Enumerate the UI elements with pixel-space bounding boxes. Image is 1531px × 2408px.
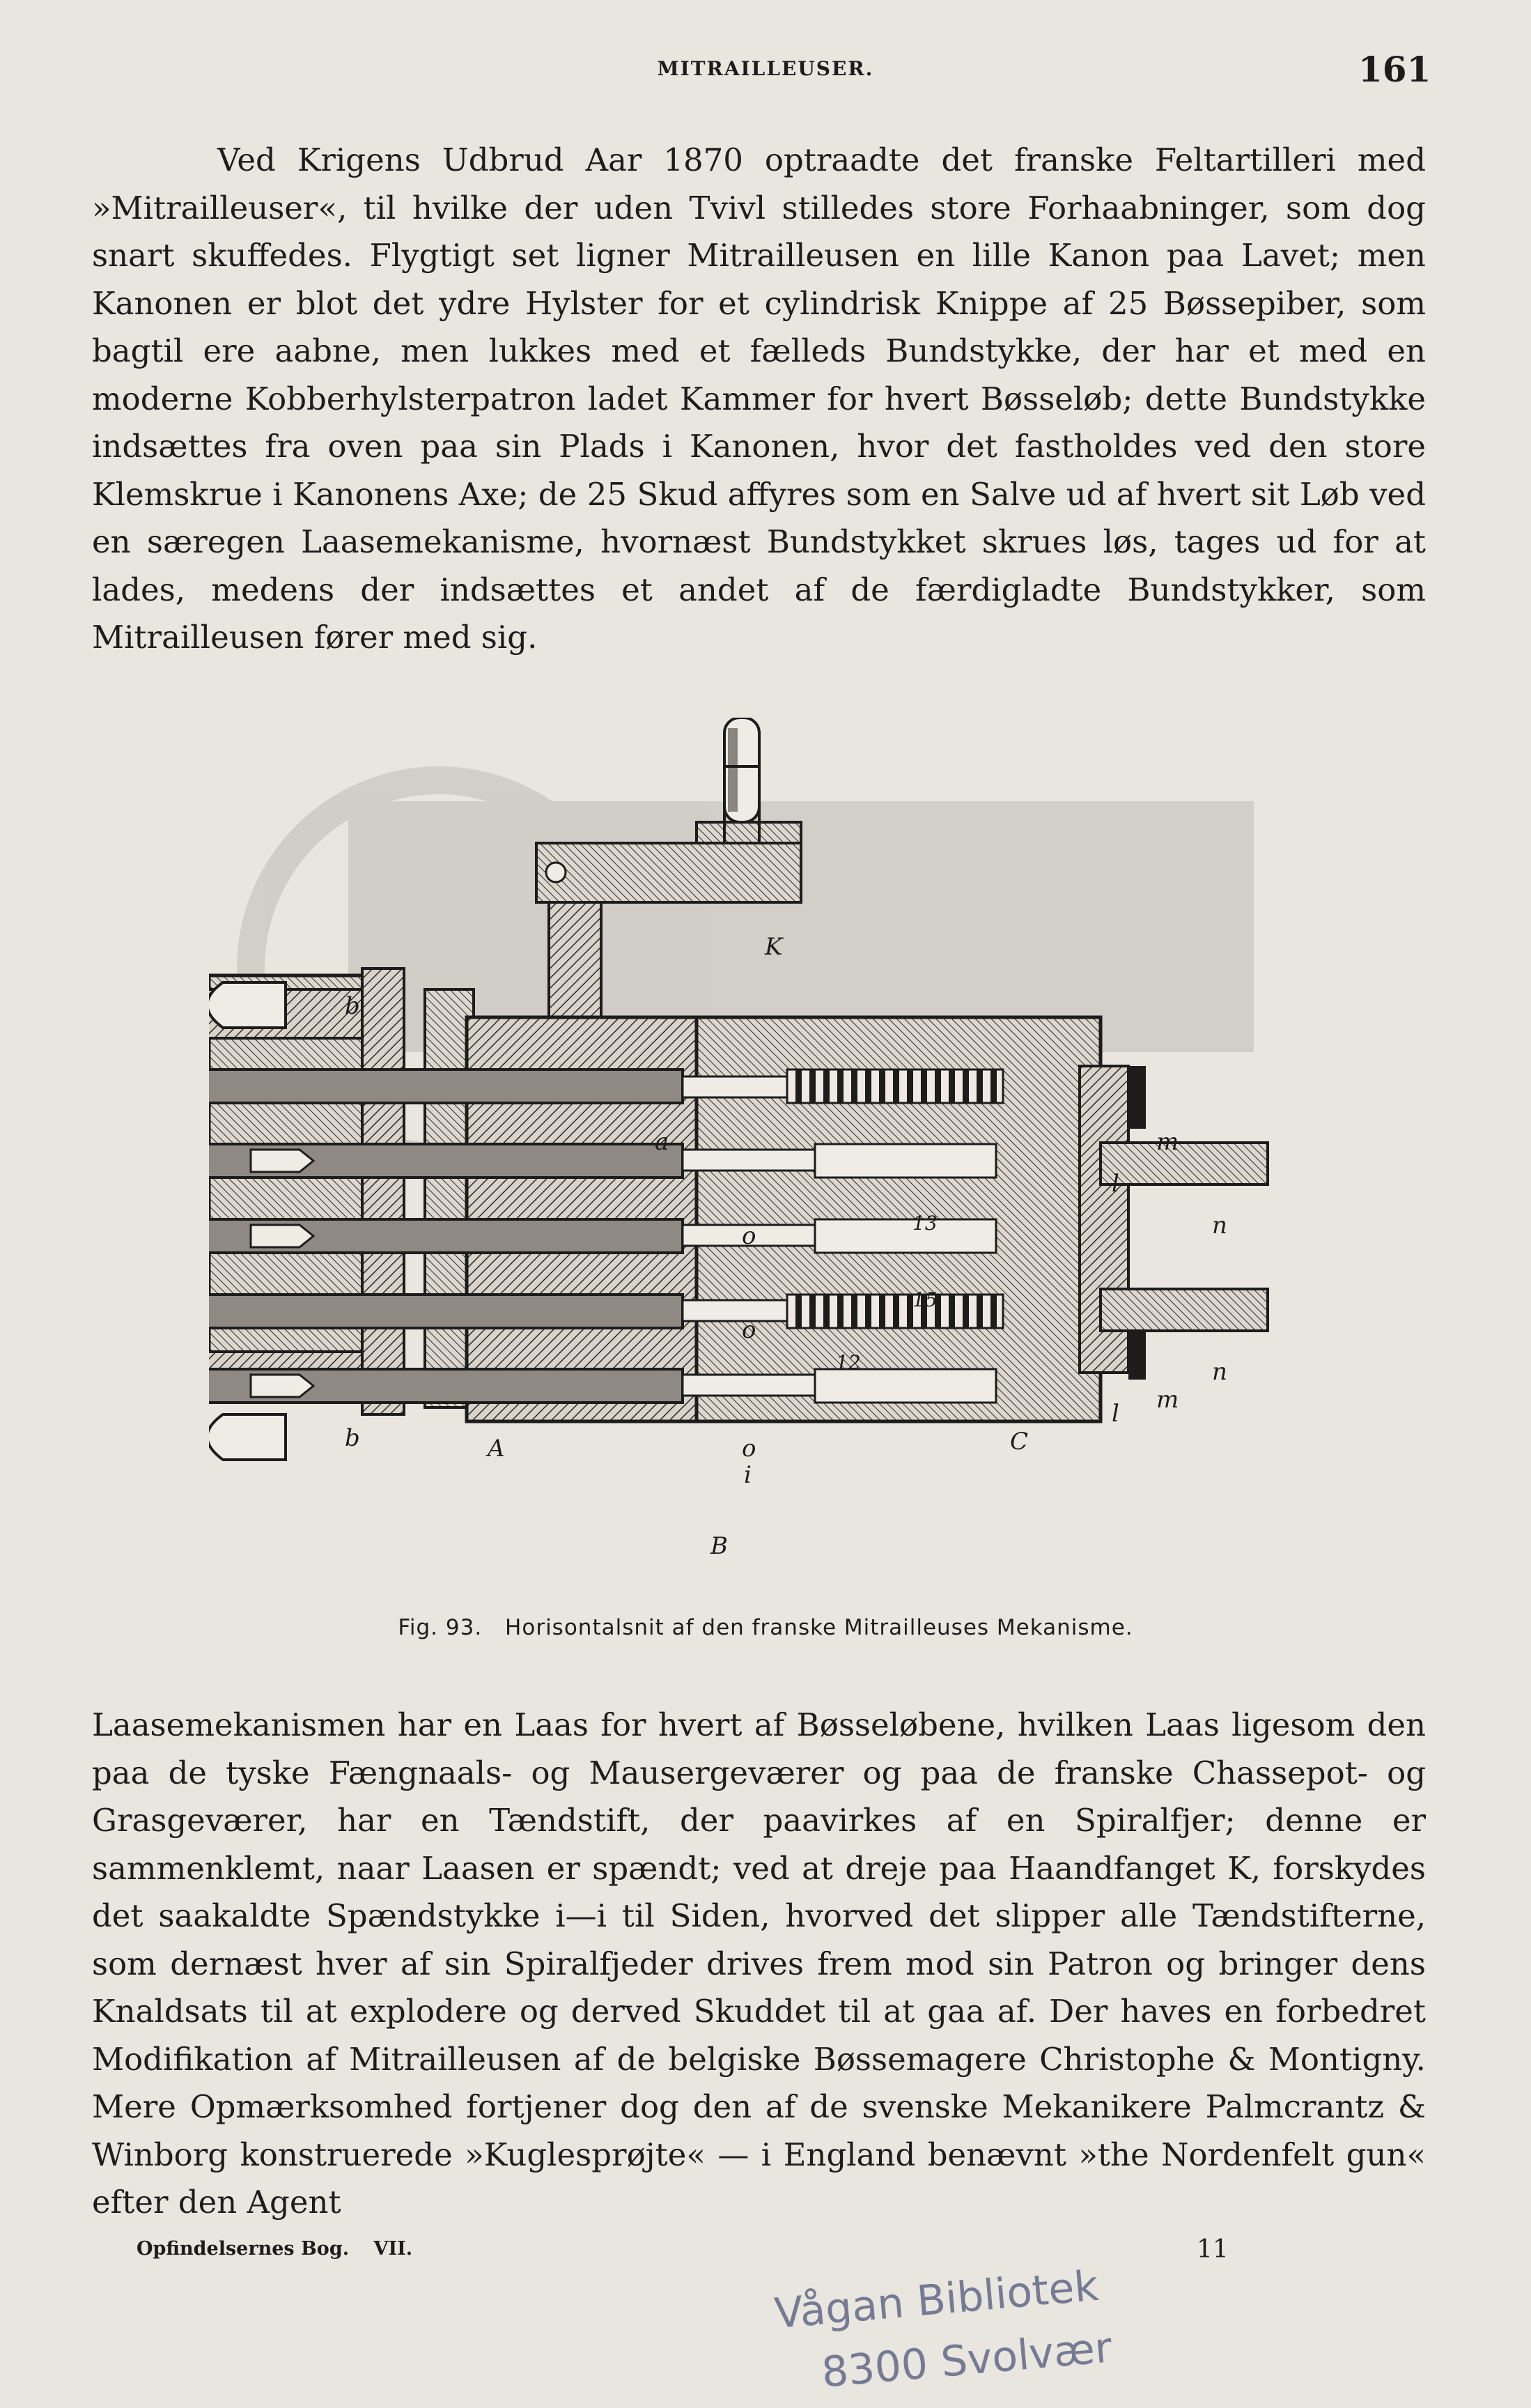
paragraph-intro	[92, 137, 1426, 662]
rod-n-top	[1101, 1143, 1268, 1184]
paragraph-intro-text: Ved Krigens Udbrud Aar 1870 optraadte det franske Feltartilleri med »Mitrailleuser«, til hvilke der uden Tvivl stilledes store Forhaabninger, som dog snart skuffedes. Flygtigt set ligner Mitrailleusen en lille Kanon paa Lavet; men Kanonen er blot det ydre Hylster for et cylindrisk Knippe af 25 Bøssepiber, som bagtil ere aabne, men lukkes med et fælleds Bundstykke, der har et med en moderne Kobberhylsterpatron ladet Kammer for hvert Bøsseløb; dette Bundstykke indsættes fra oven paa sin Plads i Kanonen, hvor det fastholdes ved den store Klemskrue i Kanonens Axe; de 25 Skud affyres som en Salve ud af hvert sit Løb ved en særegen Laasemekanisme, hvornæst Bundstykket skrues løs, tages ud for at lades, medens der indsættes et andet af de færdigladte Bundstykker, som Mitrailleusen fører med sig.	[92, 141, 1426, 656]
label-i: i	[744, 1461, 752, 1489]
figure-caption	[0, 1615, 1531, 1640]
label-b-top: b	[345, 992, 360, 1020]
label-l-bottom: l	[1112, 1400, 1119, 1428]
label-15: 15	[912, 1288, 938, 1311]
paragraph-lock-mechanism-text: Laasemekanismen har en Laas for hvert af Bøsseløbene, hvilken Laas ligesom den paa de tyske Fængnaals- og Mausergeværer og paa de franske Chassepot- og Grasgeværer, har en Tændstift, der paavirkes af en Spiralfjer; denne er sammenklemt, naar Laasen er spændt; ved at dreje paa Haandfanget K, forskydes det saakaldte Spændstykke i—i til Siden, hvorved det slipper alle Tændstifterne, som dernæst hver af sin Spiralfjeder drives frem mod sin Patron og bringer dens Knaldsats til at explodere og derved Skuddet til at gaa af. Der haves en forbedret Modifikation af Mitrailleusen af de belgiske Bøssemagere Christophe & Montigny. Mere Opmærksomhed fortjener dog den af de svenske Mekanikere Palmcrantz & Winborg konstruerede »Kuglesprøjte« — i England benævnt »the Nordenfelt gun« efter den Agent	[92, 1706, 1426, 2221]
library-stamp-line1: Vågan Bibliotek	[772, 2261, 1101, 2339]
label-o-1: o	[742, 1222, 756, 1250]
label-b-body: B	[710, 1532, 728, 1560]
barrel-4	[209, 1295, 1003, 1328]
label-n-bottom: n	[1212, 1358, 1227, 1386]
label-m-top: m	[1156, 1128, 1179, 1156]
library-stamp	[772, 2246, 1199, 2408]
rear-bolt-top	[1128, 1066, 1146, 1129]
label-k: K	[765, 933, 783, 961]
label-n-top: n	[1212, 1212, 1227, 1240]
breech-block-a	[209, 968, 474, 1414]
label-b-bottom: b	[345, 1424, 360, 1452]
label-o-2: o	[742, 1316, 756, 1344]
running-header: MITRAILLEUSER.	[657, 57, 874, 80]
barrel-3	[209, 1219, 996, 1253]
label-l-top: l	[1112, 1170, 1119, 1198]
label-c: C	[1010, 1428, 1029, 1456]
library-stamp-line2: 8300 Svolvær	[819, 2323, 1114, 2398]
footer-signature-line	[137, 2238, 430, 2260]
figure-mechanism	[209, 718, 1337, 1589]
barrel-2	[209, 1144, 996, 1178]
cartridge-b-top	[209, 982, 286, 1028]
mechanism-illustration	[209, 718, 1337, 1589]
figure-caption-label: Fig. 93.	[398, 1615, 483, 1640]
paragraph-lock-mechanism	[92, 1701, 1426, 2227]
label-a: A	[488, 1435, 505, 1462]
rod-n-bottom	[1101, 1289, 1268, 1331]
barrel-5	[209, 1369, 996, 1403]
label-o-3: o	[742, 1435, 756, 1462]
footer-signature-number: 11	[1197, 2235, 1229, 2264]
figure-caption-text: Horisontalsnit af den franske Mitrailleuses Mekanisme.	[505, 1615, 1133, 1640]
label-12: 12	[836, 1351, 861, 1374]
label-m-bottom: m	[1156, 1386, 1179, 1414]
cartridge-b-bottom	[209, 1414, 286, 1460]
footer-volume: VII.	[373, 2238, 413, 2260]
label-13: 13	[912, 1212, 938, 1235]
label-a-small: a	[655, 1128, 669, 1156]
footer-book-title: Opfindelsernes Bog.	[137, 2238, 350, 2260]
barrel-1	[209, 1070, 1003, 1103]
page-number: 161	[1358, 49, 1431, 90]
